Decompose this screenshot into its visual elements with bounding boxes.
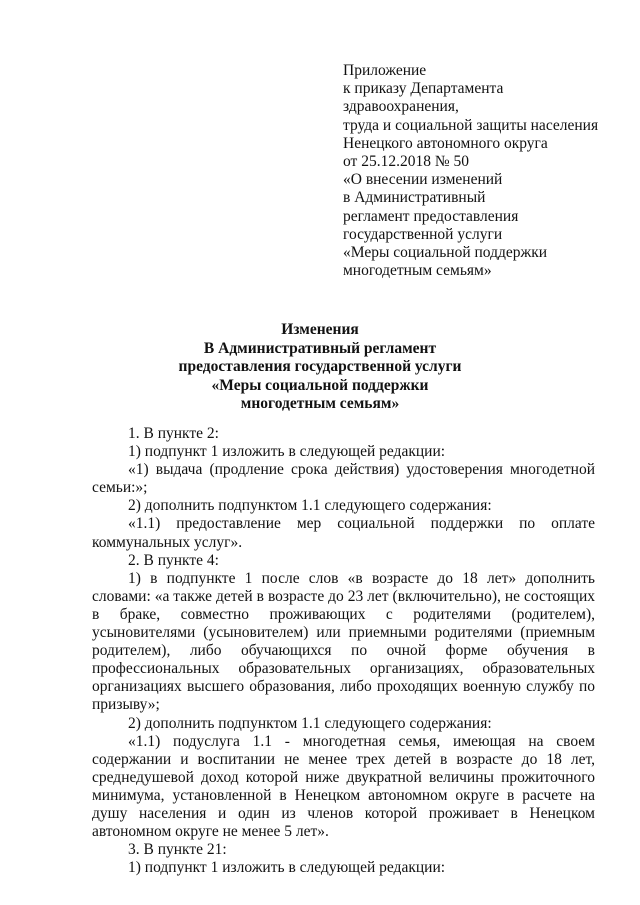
header-line: многодетным семьям» bbox=[343, 262, 492, 280]
quoted-text: «1.1) предоставление мер социальной поддержки по оплате коммунальных услуг». bbox=[92, 515, 595, 551]
subitem-paragraph: 1) подпункт 1 изложить в следующей редакции: bbox=[128, 859, 446, 877]
title-line: Изменения bbox=[281, 321, 359, 338]
title-line: многодетным семьям» bbox=[240, 395, 400, 412]
document-title bbox=[0, 321, 640, 414]
subitem-paragraph: 1) подпункт 1 изложить в следующей редакции: bbox=[128, 443, 446, 461]
title-line: «Меры социальной поддержки bbox=[211, 376, 429, 394]
quoted-text: «1) выдача (продление срока действия) удостоверения многодетной семьи:»; bbox=[92, 461, 595, 497]
document-body bbox=[92, 425, 595, 877]
item-heading: 1. В пункте 2: bbox=[128, 425, 219, 442]
header-line: Приложение bbox=[343, 62, 427, 79]
header-line: труда и социальной защиты населения bbox=[343, 116, 599, 134]
title-line: В Административный регламент bbox=[203, 339, 437, 357]
subitem-paragraph: 1) в подпункте 1 после слов «в возрасте до 18 лет» дополнить словами: «а также детей в возрасте до 23 лет (включительно), не состоящих в браке, совместно проживающих с родителями (родителем), усыновителями (усыновителем) или приемными родителями (приемным родителем), либо обучающихся по очной форме обучения в профессиональных образовательных организациях, образовательных организациях высшего образования, либо проходящих военную службу по призыву»; bbox=[92, 569, 595, 714]
appendix-header bbox=[343, 62, 613, 280]
header-line: в Административный bbox=[343, 189, 486, 207]
header-line: Ненецкого автономного округа bbox=[343, 134, 548, 152]
title-line: предоставления государственной услуги bbox=[178, 358, 462, 375]
header-line: здравоохранения, bbox=[343, 98, 459, 116]
header-line: государственной услуги bbox=[343, 225, 503, 243]
header-line: от 25.12.2018 № 50 bbox=[343, 153, 469, 171]
header-line: «Меры социальной поддержки bbox=[343, 244, 548, 262]
subitem-paragraph: 2) дополнить подпунктом 1.1 следующего содержания: bbox=[128, 714, 492, 732]
item-heading: 3. В пункте 21: bbox=[128, 841, 227, 859]
subitem-paragraph: 2) дополнить подпунктом 1.1 следующего содержания: bbox=[128, 497, 492, 515]
header-line: регламент предоставления bbox=[343, 207, 519, 225]
header-line: «О внесении изменений bbox=[343, 171, 503, 189]
quoted-text: «1.1) подуслуга 1.1 - многодетная семья, имеющая на своем содержании и воспитании не менее трех детей в возрасте до 18 лет, среднедушевой доход которой ниже двукратной величины прожиточного минимума, установленной в Ненецком автономном округе в расчете на душу населения и один из членов которой проживает в Ненецком автономном округе не менее 5 лет». bbox=[92, 732, 595, 841]
header-line: к приказу Департамента bbox=[343, 80, 504, 98]
item-heading: 2. В пункте 4: bbox=[128, 551, 219, 569]
